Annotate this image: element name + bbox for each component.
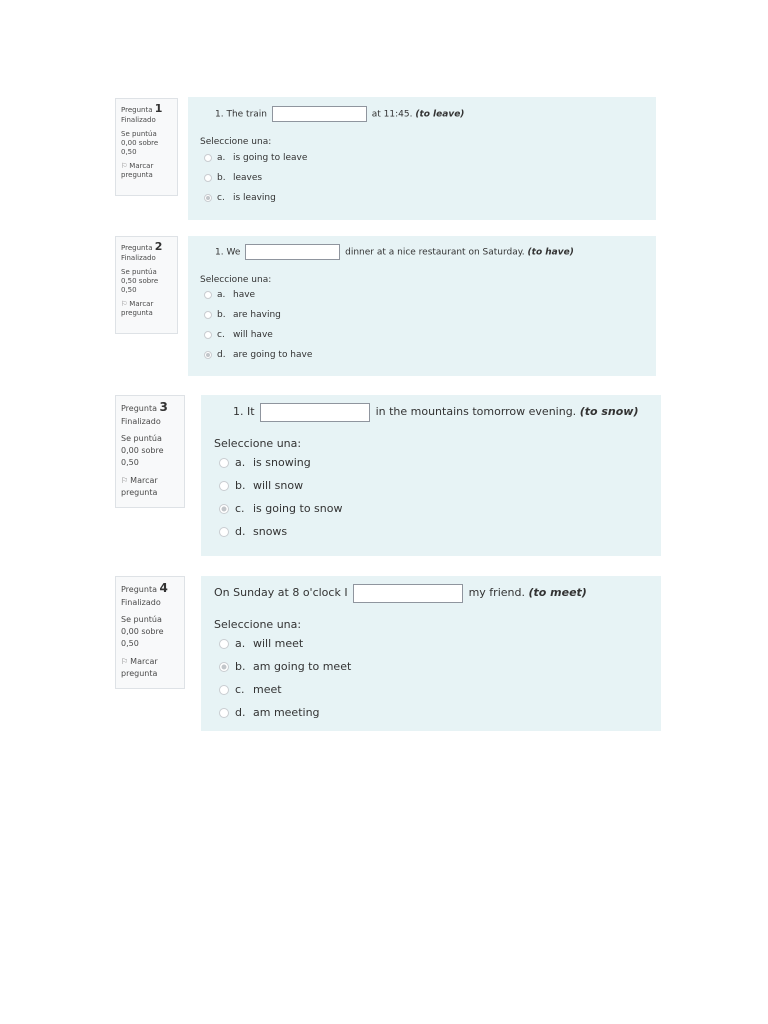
text-after-blank: in the mountains tomorrow evening.: [375, 405, 577, 418]
question-content: [188, 236, 656, 376]
flag-label-2: pregunta: [121, 669, 158, 678]
option-a[interactable]: a. have: [204, 285, 312, 305]
question-label: Pregunta: [121, 106, 153, 114]
flag-label-2: pregunta: [121, 309, 153, 317]
flag-icon: ⚐: [121, 162, 128, 170]
flag-icon: ⚐: [121, 300, 128, 308]
select-prompt: Seleccione una:: [200, 275, 272, 285]
radio-button-selected[interactable]: [219, 662, 229, 672]
option-label: snows: [253, 525, 288, 538]
flag-label-1: Marcar: [130, 657, 158, 666]
grade-line-1: Se puntúa: [121, 434, 162, 443]
flag-label-1: Marcar: [130, 476, 158, 485]
question-info: [115, 395, 185, 508]
text-before-blank: On Sunday at 8 o'clock I: [214, 586, 348, 599]
question-state: Finalizado: [121, 116, 156, 124]
radio-button[interactable]: [219, 685, 229, 695]
grade-line-2: 0,00 sobre: [121, 446, 164, 455]
option-label: leaves: [233, 173, 263, 183]
question-number: 4: [159, 581, 168, 595]
option-a[interactable]: a. is snowing: [219, 451, 342, 474]
grade-line-3: 0,50: [121, 639, 139, 648]
grade-line-1: Se puntúa: [121, 130, 157, 138]
question-number: 2: [154, 240, 163, 253]
question-content: [201, 395, 661, 556]
option-label: will have: [233, 330, 273, 340]
option-d[interactable]: d. snows: [219, 520, 342, 543]
verb-hint: (to leave): [415, 109, 465, 120]
flag-question-link[interactable]: [121, 475, 179, 487]
verb-hint: (to meet): [528, 586, 587, 599]
grade-line-3: 0,50: [121, 458, 139, 467]
option-a[interactable]: a. will meet: [219, 632, 351, 655]
option-label: are going to have: [233, 350, 313, 360]
option-c[interactable]: c. meet: [219, 678, 351, 701]
question-label: Pregunta: [121, 244, 153, 252]
radio-button[interactable]: [204, 174, 212, 182]
flag-icon: ⚐: [121, 476, 129, 485]
select-prompt: Seleccione una:: [200, 137, 272, 147]
radio-button[interactable]: [204, 154, 212, 162]
radio-button[interactable]: [219, 708, 229, 718]
grade-line-1: Se puntúa: [121, 615, 162, 624]
text-before-blank: 1. We: [215, 247, 241, 258]
question-info: [115, 236, 178, 334]
option-label: will snow: [253, 479, 304, 492]
flag-label-2: pregunta: [121, 488, 158, 497]
flag-label-1: Marcar: [129, 300, 154, 308]
radio-button[interactable]: [219, 527, 229, 537]
flag-icon: ⚐: [121, 657, 129, 666]
grade-line-2: 0,00 sobre: [121, 627, 164, 636]
grade-line-1: Se puntúa: [121, 268, 157, 276]
radio-button[interactable]: [204, 311, 212, 319]
question-text: [233, 402, 639, 422]
radio-button[interactable]: [219, 458, 229, 468]
option-b[interactable]: b. will snow: [219, 474, 342, 497]
options-list: [219, 451, 342, 543]
grade-line-2: 0,50 sobre: [121, 277, 159, 285]
option-b[interactable]: b. leaves: [204, 168, 307, 188]
flag-question-link[interactable]: [121, 300, 172, 309]
option-label: have: [233, 290, 256, 300]
question-label: Pregunta: [121, 404, 157, 413]
answer-blank-input[interactable]: [245, 244, 340, 260]
question-info: [115, 576, 185, 689]
grade-line-3: 0,50: [121, 148, 137, 156]
option-d[interactable]: d. are going to have: [204, 345, 312, 365]
question-number: 3: [159, 400, 168, 414]
question-state: Finalizado: [121, 417, 161, 426]
options-list: [204, 285, 312, 365]
option-label: will meet: [253, 637, 304, 650]
flag-question-link[interactable]: [121, 656, 179, 668]
flag-question-link[interactable]: [121, 162, 172, 171]
option-label: is going to leave: [233, 153, 308, 163]
option-label: is going to snow: [253, 502, 343, 515]
answer-blank-input[interactable]: [272, 106, 367, 122]
option-a[interactable]: a. is going to leave: [204, 148, 307, 168]
option-c[interactable]: c. is going to snow: [219, 497, 342, 520]
verb-hint: (to snow): [579, 405, 639, 418]
option-b[interactable]: b. are having: [204, 305, 312, 325]
question-text: [215, 244, 574, 261]
grade-line-3: 0,50: [121, 286, 137, 294]
flag-label-2: pregunta: [121, 171, 153, 179]
radio-button[interactable]: [204, 291, 212, 299]
select-prompt: Seleccione una:: [214, 437, 302, 450]
options-list: [204, 148, 307, 208]
question-info: [115, 98, 178, 196]
option-label: is snowing: [253, 456, 311, 469]
radio-button-selected[interactable]: [204, 194, 212, 202]
flag-label-1: Marcar: [129, 162, 154, 170]
select-prompt: Seleccione una:: [214, 618, 302, 631]
grade-line-2: 0,00 sobre: [121, 139, 159, 147]
options-list: [219, 632, 351, 724]
question-content: [188, 97, 656, 220]
radio-button-selected[interactable]: [219, 504, 229, 514]
answer-blank-input[interactable]: [353, 584, 463, 603]
option-b[interactable]: b. am going to meet: [219, 655, 351, 678]
text-after-blank: my friend.: [468, 586, 525, 599]
radio-button[interactable]: [219, 481, 229, 491]
option-label: am meeting: [253, 706, 320, 719]
question-label: Pregunta: [121, 585, 157, 594]
option-label: meet: [253, 683, 282, 696]
question-text: [214, 583, 587, 603]
option-label: am going to meet: [253, 660, 352, 673]
question-number: 1: [154, 102, 163, 115]
text-before-blank: 1. It: [233, 405, 255, 418]
question-content: [201, 576, 661, 731]
question-state: Finalizado: [121, 254, 156, 262]
text-after-blank: dinner at a nice restaurant on Saturday.: [345, 247, 525, 258]
option-label: are having: [233, 310, 281, 320]
text-before-blank: 1. The train: [215, 109, 267, 120]
text-after-blank: at 11:45.: [371, 109, 413, 120]
radio-button-selected[interactable]: [204, 351, 212, 359]
radio-button[interactable]: [204, 331, 212, 339]
question-text: [215, 106, 464, 123]
option-c[interactable]: c. will have: [204, 325, 312, 345]
option-label: is leaving: [233, 193, 276, 203]
answer-blank-input[interactable]: [260, 403, 370, 422]
option-c[interactable]: c. is leaving: [204, 188, 307, 208]
radio-button[interactable]: [219, 639, 229, 649]
question-state: Finalizado: [121, 598, 161, 607]
verb-hint: (to have): [527, 247, 574, 258]
option-d[interactable]: d. am meeting: [219, 701, 351, 724]
